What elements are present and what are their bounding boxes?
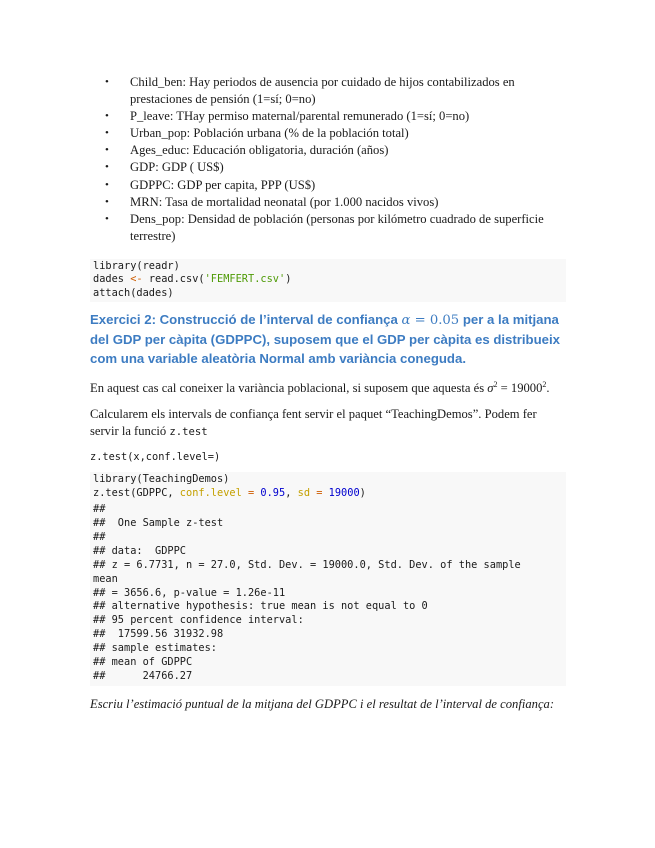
output-line: ## 17599.56 31932.98 bbox=[93, 628, 224, 641]
code-line: attach(dades) bbox=[93, 286, 174, 299]
code-token: read.csv( bbox=[148, 273, 205, 286]
variable-name: MRN bbox=[130, 194, 159, 209]
variable-description: Tasa de mortalidad neonatal (por 1.000 nacidos vivos) bbox=[165, 194, 439, 209]
output-line: ## = 3656.6, p-value = 1.26e-11 bbox=[93, 586, 286, 599]
bullet-icon: • bbox=[105, 212, 109, 225]
variable-list-item: • GDPPC: GDP per capita, PPP (US$) bbox=[105, 177, 316, 192]
variable-list-item: • P_leave: THay permiso maternal/parental remunerado (1=sí; 0=no) bbox=[105, 108, 470, 123]
inline-code: z.test bbox=[169, 426, 208, 439]
variable-list-item: • MRN: Tasa de mortalidad neonatal (por 1.000 nacidos vivos) bbox=[105, 194, 439, 209]
output-line: ## mean of GDPPC bbox=[93, 656, 193, 669]
variable-description: GDP per capita, PPP (US$) bbox=[177, 177, 316, 192]
output-line: ## One Sample z-test bbox=[93, 517, 224, 530]
variable-list bbox=[90, 74, 566, 244]
code-operator: <- bbox=[130, 273, 143, 286]
bullet-icon: • bbox=[105, 126, 109, 139]
code-output bbox=[90, 502, 566, 686]
variable-name: P_leave bbox=[130, 108, 170, 123]
bullet-icon: • bbox=[105, 109, 109, 122]
output-line: ## bbox=[93, 530, 106, 543]
paragraph-teachingdemos: Calcularem els intervals de confiança fent servir el paquet “TeachingDemos”. Podem fer servir la funció z.test bbox=[90, 407, 537, 439]
bullet-icon: • bbox=[105, 76, 109, 88]
variable-description: Densidad de población (personas por kilómetro cuadrado de superficie terrestre) bbox=[130, 211, 544, 243]
code-operator: = bbox=[241, 486, 261, 499]
page-content bbox=[90, 74, 566, 713]
bullet-icon: • bbox=[105, 178, 109, 191]
output-line: ## alternative hypothesis: true mean is not equal to 0 bbox=[93, 600, 428, 613]
variable-name: GDP bbox=[130, 160, 156, 175]
variable-name: GDPPC bbox=[130, 177, 171, 192]
output-line: ## z = 6.7731, n = 27.0, Std. Dev. = 19000.0, Std. Dev. of the sample bbox=[93, 558, 521, 571]
output-line: ## data: GDPPC bbox=[93, 544, 186, 557]
variable-description: THay permiso maternal/parental remunerado (1=sí; 0=no) bbox=[176, 108, 470, 123]
heading-text: Exercici 2: Construcció de l’interval de confiança bbox=[90, 311, 402, 327]
variable-list-item: • Child_ben: Hay periodos de ausencia por cuidado de hijos contabilizados en prestaciones de pensión (1=sí; 0=no) bbox=[105, 75, 515, 106]
variable-list-item: • Ages_educ: Educación obligatoria, duración (años) bbox=[105, 143, 389, 158]
code-operator: = bbox=[310, 486, 329, 499]
output-line: mean bbox=[93, 572, 118, 585]
section-heading bbox=[90, 311, 566, 368]
code-line: library(TeachingDemos) bbox=[93, 473, 230, 486]
paragraph-variance: En aquest cas cal coneixer la variància poblacional, si suposem que aquesta és $\sigma^2 = 19000^2$. bbox=[90, 380, 550, 396]
code-signature: z.test(x,conf.level=) bbox=[90, 451, 221, 464]
code-token: z.test(GDPPC, bbox=[93, 486, 180, 499]
output-line: ## 95 percent confidence interval: bbox=[93, 614, 304, 627]
alpha-symbol: α = 0.05 bbox=[401, 312, 460, 328]
output-line: ## 24766.27 bbox=[93, 669, 193, 682]
output-line: ## bbox=[93, 503, 106, 516]
bullet-icon: • bbox=[105, 144, 109, 157]
code-line: library(readr) bbox=[93, 259, 180, 272]
code-token: dades bbox=[93, 273, 124, 286]
code-block-ztest: library(TeachingDemos) z.test(GDPPC, conf.level = 0.95, sd = 19000) bbox=[90, 472, 566, 502]
output-line: ## sample estimates: bbox=[93, 642, 217, 655]
bullet-icon: • bbox=[105, 161, 109, 174]
variable-list-item: • Urban_pop: Población urbana (% de la población total) bbox=[105, 125, 409, 140]
code-arg: conf.level bbox=[179, 486, 242, 499]
variable-list-item: • Dens_pop: Densidad de población (personas por kilómetro cuadrado de superficie terrestre) bbox=[105, 211, 544, 243]
code-arg: sd bbox=[297, 486, 311, 499]
variable-name: Child_ben bbox=[130, 75, 183, 89]
code-token: ) bbox=[285, 273, 292, 286]
code-block-load-data bbox=[90, 259, 566, 302]
variable-name: Dens_pop bbox=[130, 211, 182, 226]
code-string: 'FEMFERT.csv' bbox=[204, 273, 286, 286]
variable-description: Educación obligatoria, duración (años) bbox=[192, 143, 389, 158]
variable-description: GDP ( US$) bbox=[161, 160, 224, 175]
variable-description: Población urbana (% de la población total) bbox=[193, 125, 409, 140]
heading-text-cont: per a la mitjana del GDP per càpita (GDPPC), suposem que el GDP per càpita es distribueix com una variable aleatòria Normal amb variància coneguda. bbox=[90, 311, 561, 366]
variable-name: Urban_pop bbox=[130, 125, 187, 140]
code-number: 19000 bbox=[328, 486, 360, 499]
variable-list-item: • GDP: GDP ( US$) bbox=[105, 160, 224, 175]
bullet-icon: • bbox=[105, 195, 109, 208]
code-number: 0.95 bbox=[260, 486, 286, 499]
question-text: Escriu l’estimació puntual de la mitjana del GDPPC i el resultat de l’interval de confiança: bbox=[90, 696, 555, 711]
variable-description: Hay periodos de ausencia por cuidado de hijos contabilizados en prestaciones de pensión (1=sí; 0=no) bbox=[130, 75, 515, 106]
variable-name: Ages_educ bbox=[130, 143, 186, 158]
